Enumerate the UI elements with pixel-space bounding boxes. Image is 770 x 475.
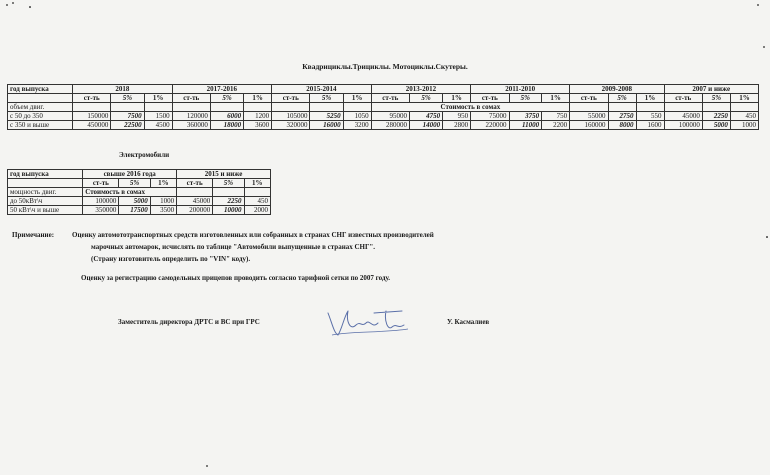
table-cell: 45000 [177,197,213,206]
empty-cell [570,103,608,112]
empty-cell [144,103,172,112]
table-cell: 2800 [443,121,471,130]
table-cell: 450 [244,197,270,206]
table-cell: 280000 [371,121,409,130]
column-header: 1% [343,94,371,103]
table-cell: 11000 [509,121,542,130]
year-group-header: 2015-2014 [272,85,372,94]
column-header: 5% [213,179,244,188]
empty-cell [608,103,636,112]
table-label-row [8,188,271,197]
table-cell: 17500 [119,206,150,215]
row-label: с 350 и выше [8,121,73,130]
table-cell: 18000 [210,121,243,130]
year-group-header: 2017-2016 [172,85,272,94]
table-cell: 3750 [509,112,542,121]
empty-cell [310,103,343,112]
table-cell: 4500 [144,121,172,130]
empty-cell [272,103,310,112]
year-group-header: 2015 и ниже [177,170,271,179]
column-header: 1% [150,179,176,188]
column-header: 5% [509,94,542,103]
table-cell: 750 [542,112,570,121]
column-header: ст-ть [570,94,608,103]
table-cell: 1600 [636,121,664,130]
handwritten-signature [322,305,412,341]
year-header: год выпуска [8,85,73,94]
column-header: 1% [244,179,270,188]
year-group-header: 2011-2010 [471,85,570,94]
column-header: 1% [443,94,471,103]
table-cell: 95000 [371,112,409,121]
table-cell: 5000 [702,121,730,130]
table-header-row [8,170,271,179]
empty-cell [73,103,111,112]
scan-speck [763,46,765,48]
table-cell: 550 [636,112,664,121]
empty-cell [244,103,272,112]
table-cell: 150000 [73,112,111,121]
empty-cell [664,103,702,112]
signatory-position: Заместитель директора ДРТС и ВС при ГРС [118,318,260,326]
year-group-header: свыше 2016 года [83,170,177,179]
table-cell: 5000 [119,197,150,206]
page-title: Квадрициклы.Трициклы. Мотоциклы.Скутеры. [302,62,468,71]
year-group-header: 2013-2012 [371,85,471,94]
table-cell: 1200 [244,112,272,121]
row-label: с 50 до 350 [8,112,73,121]
table-header-row [8,85,759,94]
column-header: 5% [702,94,730,103]
table-cell: 7500 [111,112,144,121]
column-header: ст-ть [371,94,409,103]
table-cell: 120000 [172,112,210,121]
table-cell: 1000 [150,197,176,206]
table-cell: 1000 [730,121,758,130]
table-cell: 16000 [310,121,343,130]
empty-cell [8,94,73,103]
table-cell: 5250 [310,112,343,121]
scan-speck [6,4,8,6]
table-cell: 3600 [244,121,272,130]
empty-cell [8,179,83,188]
electric-subtitle: Электромобили [119,151,170,159]
table-cell: 22500 [111,121,144,130]
table-row [8,206,271,215]
empty-cell [177,188,213,197]
table-cell: 1050 [343,112,371,121]
empty-cell [636,103,664,112]
table-cell: 105000 [272,112,310,121]
signatory-name: У. Касмалиев [447,318,490,326]
table-row [8,112,759,121]
column-header: 1% [730,94,758,103]
column-header: 5% [111,94,144,103]
table-subheader-row [8,179,271,188]
table-cell: 2250 [213,197,244,206]
table-cell: 45000 [664,112,702,121]
row-label: 50 кВт\ч и выше [8,206,83,215]
note-label: Примечание: [12,231,55,239]
table-cell: 200000 [177,206,213,215]
electric-cost-table [7,169,271,215]
column-header: ст-ть [471,94,509,103]
table-cell: 1500 [144,112,172,121]
table-cell: 4750 [409,112,442,121]
column-header: ст-ть [664,94,702,103]
empty-cell [702,103,730,112]
note-line-1: Оценку автомототранспортных средств изготовленных или собранных в странах СНГ известных производителей [72,231,434,239]
note-line-2: марочных автомарок, исчислять по таблице "Автомобили выпущенные в странах СНГ". [91,243,376,251]
table-cell: 3500 [150,206,176,215]
row-label: до 50кВт\ч [8,197,83,206]
table-cell: 2750 [608,112,636,121]
table-cell: 100000 [664,121,702,130]
table-cell: 950 [443,112,471,121]
cost-label: Стоимость в сомах [83,188,177,197]
scan-speck [12,2,14,4]
column-header: 1% [636,94,664,103]
table-row [8,197,271,206]
table-cell: 160000 [570,121,608,130]
column-header: 5% [608,94,636,103]
empty-cell [343,103,371,112]
table-subheader-row [8,94,759,103]
scan-speck [29,6,31,8]
table-cell: 350000 [83,206,119,215]
row-label-header: объем двиг. [8,103,73,112]
year-group-header: 2007 и ниже [664,85,758,94]
empty-cell [244,188,270,197]
column-header: 5% [210,94,243,103]
scan-speck [206,465,208,467]
column-header: ст-ть [83,179,119,188]
column-header: ст-ть [73,94,111,103]
column-header: ст-ть [272,94,310,103]
column-header: 5% [310,94,343,103]
empty-cell [213,188,244,197]
table-cell: 2250 [702,112,730,121]
year-group-header: 2009-2008 [570,85,664,94]
year-group-header: 2018 [73,85,173,94]
empty-cell [111,103,144,112]
table-cell: 55000 [570,112,608,121]
vehicle-cost-table [7,84,759,130]
scan-speck [757,4,759,6]
column-header: ст-ть [172,94,210,103]
empty-cell [172,103,210,112]
table-cell: 2200 [542,121,570,130]
table-label-row [8,103,759,112]
column-header: 5% [119,179,150,188]
column-header: 1% [244,94,272,103]
table-cell: 360000 [172,121,210,130]
empty-cell [730,103,758,112]
table-cell: 320000 [272,121,310,130]
table-cell: 100000 [83,197,119,206]
note-line-3: (Страну изготовитель определить по "VIN" коду). [91,255,251,263]
table-cell: 2000 [244,206,270,215]
column-header: 5% [409,94,442,103]
row-label-header: мощность двиг. [8,188,83,197]
table-cell: 6000 [210,112,243,121]
table-cell: 75000 [471,112,509,121]
scan-speck [766,236,768,238]
table-cell: 14000 [409,121,442,130]
empty-cell [210,103,243,112]
table-row [8,121,759,130]
column-header: ст-ть [177,179,213,188]
cost-label: Стоимость в сомах [371,103,570,112]
table-cell: 3200 [343,121,371,130]
column-header: 1% [144,94,172,103]
table-cell: 450000 [73,121,111,130]
note-line-4: Оценку за регистрацию самодельных прицепов проводить согласно тарифной сетки по 2007 году. [81,274,391,282]
table-cell: 10000 [213,206,244,215]
year-header: год выпуска [8,170,83,179]
table-cell: 220000 [471,121,509,130]
column-header: 1% [542,94,570,103]
table-cell: 450 [730,112,758,121]
table-cell: 8000 [608,121,636,130]
